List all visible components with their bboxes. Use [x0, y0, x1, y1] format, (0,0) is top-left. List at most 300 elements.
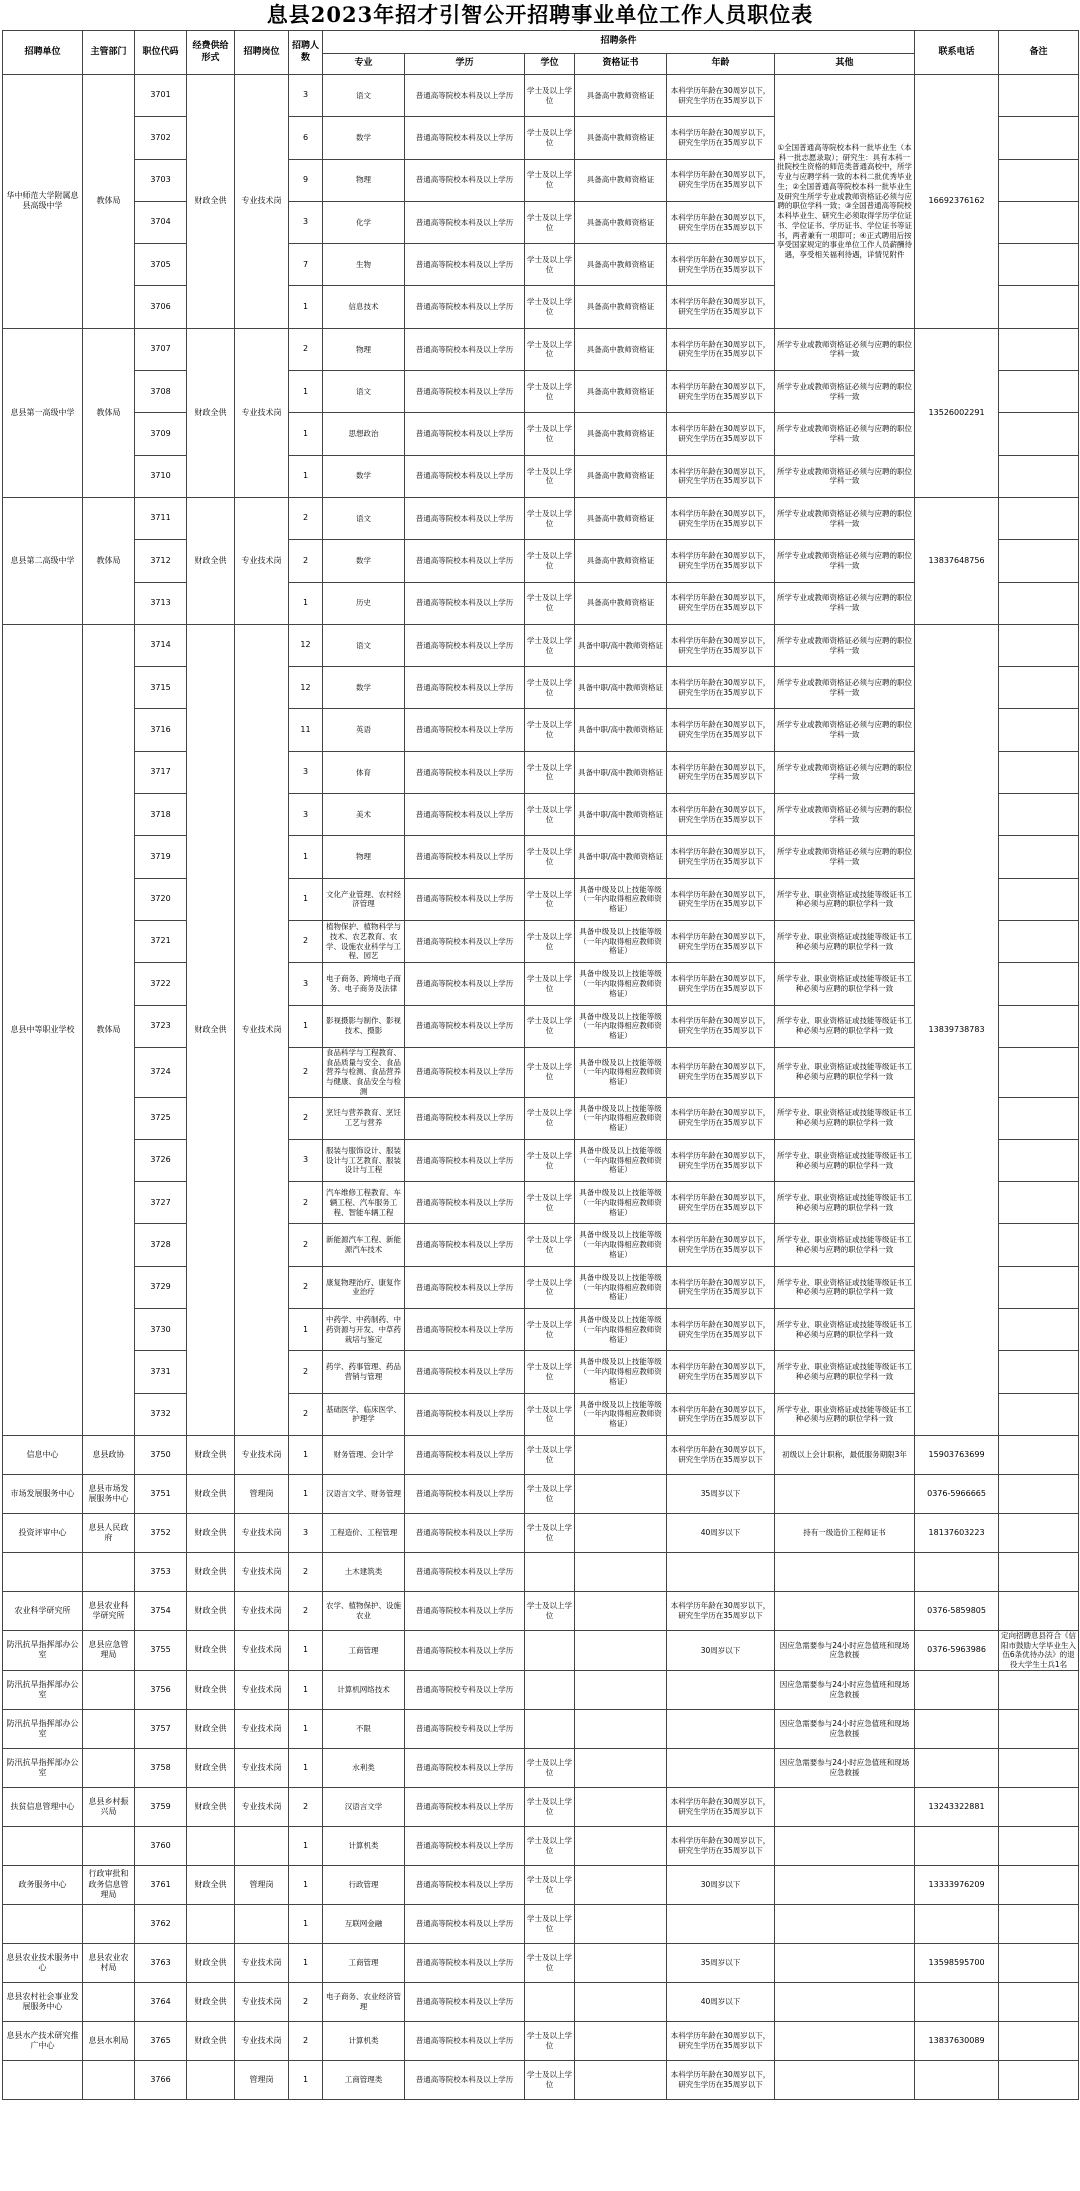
cert-cell: 具备高中教师资格证	[575, 201, 667, 243]
cert-cell: 具备中级及以上技能等级（一年内取得相应教师资格证）	[575, 1139, 667, 1181]
cert-cell: 具备中职/高中教师资格证	[575, 624, 667, 666]
code-cell: 3709	[135, 413, 187, 455]
code-cell: 3755	[135, 1630, 187, 1670]
post-cell: 专业技术岗	[235, 1630, 289, 1670]
post-cell: 专业技术岗	[235, 1787, 289, 1826]
remark-cell	[999, 963, 1079, 1005]
edu-cell: 普通高等院校本科及以上学历	[405, 1182, 525, 1224]
count-cell: 1	[289, 286, 323, 328]
other-cell: 因应急需要参与24小时应急值班和现场应急救援	[775, 1709, 915, 1748]
count-cell: 1	[289, 1630, 323, 1670]
header-code: 职位代码	[135, 31, 187, 75]
other-cell	[775, 2060, 915, 2099]
remark-cell	[999, 201, 1079, 243]
degree-cell: 学士及以上学位	[525, 1826, 575, 1865]
age-cell: 30周岁以下	[667, 1865, 775, 1904]
phone-cell: 13837648756	[915, 497, 999, 624]
cert-cell: 具备中级及以上技能等级（一年内取得相应教师资格证）	[575, 1047, 667, 1097]
age-cell: 本科学历年龄在30周岁以下，研究生学历在35周岁以下	[667, 540, 775, 582]
edu-cell: 普通高等院校本科及以上学历	[405, 2021, 525, 2060]
remark-cell	[999, 1139, 1079, 1181]
phone-cell: 16692376162	[915, 75, 999, 329]
other-cell: 所学专业或教师资格证必须与应聘的职位学科一致	[775, 497, 915, 539]
code-cell: 3703	[135, 159, 187, 201]
age-cell	[667, 1904, 775, 1943]
edu-cell: 普通高等院校本科及以上学历	[405, 1393, 525, 1435]
count-cell: 1	[289, 371, 323, 413]
cert-cell: 具备高中教师资格证	[575, 371, 667, 413]
funding-cell: 财政全供	[187, 1709, 235, 1748]
other-cell: 所学专业、职业资格证或技能等级证书工种必须与应聘的职位学科一致	[775, 1182, 915, 1224]
remark-cell	[999, 1552, 1079, 1591]
edu-cell: 普通高等院校本科及以上学历	[405, 1513, 525, 1552]
phone-cell: 13598595700	[915, 1943, 999, 1982]
remark-cell	[999, 1670, 1079, 1709]
code-cell: 3714	[135, 624, 187, 666]
age-cell: 本科学历年龄在30周岁以下，研究生学历在35周岁以下	[667, 1266, 775, 1308]
code-cell: 3713	[135, 582, 187, 624]
cert-cell: 具备中级及以上技能等级（一年内取得相应教师资格证）	[575, 878, 667, 920]
degree-cell: 学士及以上学位	[525, 244, 575, 286]
remark-cell	[999, 582, 1079, 624]
dept-cell	[83, 2060, 135, 2099]
age-cell: 本科学历年龄在30周岁以下，研究生学历在35周岁以下	[667, 1182, 775, 1224]
cert-cell: 具备中级及以上技能等级（一年内取得相应教师资格证）	[575, 1224, 667, 1266]
other-cell	[775, 1943, 915, 1982]
code-cell: 3715	[135, 667, 187, 709]
age-cell	[667, 1670, 775, 1709]
cert-cell: 具备高中教师资格证	[575, 244, 667, 286]
cert-cell	[575, 1787, 667, 1826]
degree-cell: 学士及以上学位	[525, 1591, 575, 1630]
unit-cell: 息县水产技术研究推广中心	[3, 2021, 83, 2060]
degree-cell: 学士及以上学位	[525, 497, 575, 539]
dept-cell: 行政审批和政务信息管理局	[83, 1865, 135, 1904]
table-row	[3, 1474, 1079, 1513]
count-cell: 1	[289, 1309, 323, 1351]
funding-cell: 财政全供	[187, 1513, 235, 1552]
age-cell: 本科学历年龄在30周岁以下，研究生学历在35周岁以下	[667, 1224, 775, 1266]
remark-cell	[999, 1097, 1079, 1139]
age-cell: 本科学历年龄在30周岁以下，研究生学历在35周岁以下	[667, 920, 775, 962]
header-edu: 学历	[405, 54, 525, 75]
remark-cell	[999, 836, 1079, 878]
count-cell: 1	[289, 1865, 323, 1904]
table-row	[3, 1513, 1079, 1552]
code-cell: 3727	[135, 1182, 187, 1224]
edu-cell: 普通高等院校本科及以上学历	[405, 371, 525, 413]
cert-cell: 具备中职/高中教师资格证	[575, 836, 667, 878]
header-cert: 资格证书	[575, 54, 667, 75]
table-row	[3, 2021, 1079, 2060]
count-cell: 1	[289, 878, 323, 920]
cert-cell	[575, 2021, 667, 2060]
phone-cell: 18137603223	[915, 1513, 999, 1552]
code-cell: 3726	[135, 1139, 187, 1181]
other-cell: 所学专业或教师资格证必须与应聘的职位学科一致	[775, 709, 915, 751]
post-cell: 专业技术岗	[235, 1435, 289, 1474]
degree-cell: 学士及以上学位	[525, 709, 575, 751]
code-cell: 3719	[135, 836, 187, 878]
major-cell: 烹饪与营养教育、烹饪工艺与营养	[323, 1097, 405, 1139]
edu-cell: 普通高等院校本科及以上学历	[405, 286, 525, 328]
degree-cell: 学士及以上学位	[525, 413, 575, 455]
count-cell: 1	[289, 1005, 323, 1047]
funding-cell: 财政全供	[187, 328, 235, 497]
count-cell: 1	[289, 1670, 323, 1709]
age-cell: 本科学历年龄在30周岁以下，研究生学历在35周岁以下	[667, 2060, 775, 2099]
remark-cell	[999, 1224, 1079, 1266]
code-cell: 3718	[135, 794, 187, 836]
other-cell	[775, 1474, 915, 1513]
age-cell: 本科学历年龄在30周岁以下，研究生学历在35周岁以下	[667, 1005, 775, 1047]
degree-cell: 学士及以上学位	[525, 201, 575, 243]
other-cell: 所学专业、职业资格证或技能等级证书工种必须与应聘的职位学科一致	[775, 1047, 915, 1097]
post-cell: 专业技术岗	[235, 1552, 289, 1591]
dept-cell	[83, 1670, 135, 1709]
degree-cell: 学士及以上学位	[525, 1224, 575, 1266]
code-cell: 3754	[135, 1591, 187, 1630]
post-cell: 专业技术岗	[235, 497, 289, 624]
unit-cell: 市场发展服务中心	[3, 1474, 83, 1513]
degree-cell: 学士及以上学位	[525, 159, 575, 201]
post-cell: 管理岗	[235, 1474, 289, 1513]
edu-cell: 普通高等院校本科及以上学历	[405, 75, 525, 117]
count-cell: 1	[289, 1748, 323, 1787]
age-cell: 本科学历年龄在30周岁以下，研究生学历在35周岁以下	[667, 497, 775, 539]
degree-cell: 学士及以上学位	[525, 2060, 575, 2099]
phone-cell: 0376-5859805	[915, 1591, 999, 1630]
remark-cell	[999, 751, 1079, 793]
count-cell: 3	[289, 751, 323, 793]
remark-cell	[999, 624, 1079, 666]
remark-cell	[999, 455, 1079, 497]
edu-cell: 普通高等院校本科及以上学历	[405, 2060, 525, 2099]
funding-cell: 财政全供	[187, 1865, 235, 1904]
other-cell: 所学专业或教师资格证必须与应聘的职位学科一致	[775, 794, 915, 836]
degree-cell: 学士及以上学位	[525, 75, 575, 117]
degree-cell: 学士及以上学位	[525, 455, 575, 497]
remark-cell	[999, 878, 1079, 920]
dept-cell: 教体局	[83, 624, 135, 1435]
count-cell: 3	[289, 963, 323, 1005]
code-cell: 3763	[135, 1943, 187, 1982]
cert-cell: 具备高中教师资格证	[575, 75, 667, 117]
degree-cell: 学士及以上学位	[525, 1904, 575, 1943]
other-cell: 因应急需要参与24小时应急值班和现场应急救援	[775, 1630, 915, 1670]
post-cell: 管理岗	[235, 1865, 289, 1904]
funding-cell: 财政全供	[187, 1943, 235, 1982]
age-cell: 本科学历年龄在30周岁以下，研究生学历在35周岁以下	[667, 1097, 775, 1139]
dept-cell	[83, 1826, 135, 1865]
post-cell: 专业技术岗	[235, 1670, 289, 1709]
other-cell: 所学专业或教师资格证必须与应聘的职位学科一致	[775, 413, 915, 455]
jobs-table	[2, 30, 1079, 2100]
code-cell: 3720	[135, 878, 187, 920]
code-cell: 3730	[135, 1309, 187, 1351]
funding-cell: 财政全供	[187, 1630, 235, 1670]
degree-cell: 学士及以上学位	[525, 624, 575, 666]
degree-cell: 学士及以上学位	[525, 667, 575, 709]
count-cell: 3	[289, 201, 323, 243]
unit-cell: 政务服务中心	[3, 1865, 83, 1904]
dept-cell: 息县政协	[83, 1435, 135, 1474]
code-cell: 3758	[135, 1748, 187, 1787]
count-cell: 2	[289, 1097, 323, 1139]
code-cell: 3717	[135, 751, 187, 793]
degree-cell: 学士及以上学位	[525, 1005, 575, 1047]
edu-cell: 普通高等院校本科及以上学历	[405, 1748, 525, 1787]
count-cell: 7	[289, 244, 323, 286]
header-other: 其他	[775, 54, 915, 75]
age-cell: 本科学历年龄在30周岁以下，研究生学历在35周岁以下	[667, 624, 775, 666]
age-cell: 本科学历年龄在30周岁以下，研究生学历在35周岁以下	[667, 709, 775, 751]
count-cell: 2	[289, 1224, 323, 1266]
table-row	[3, 2060, 1079, 2099]
cert-cell	[575, 1826, 667, 1865]
header-post: 招聘岗位	[235, 31, 289, 75]
header-unit: 招聘单位	[3, 31, 83, 75]
major-cell: 数学	[323, 667, 405, 709]
major-cell: 语文	[323, 371, 405, 413]
table-row	[3, 75, 1079, 117]
remark-cell	[999, 1351, 1079, 1393]
other-cell: 所学专业或教师资格证必须与应聘的职位学科一致	[775, 836, 915, 878]
count-cell: 2	[289, 1266, 323, 1308]
degree-cell: 学士及以上学位	[525, 1943, 575, 1982]
edu-cell: 普通高等院校本科及以上学历	[405, 1826, 525, 1865]
edu-cell: 普通高等院校本科及以上学历	[405, 1630, 525, 1670]
remark-cell	[999, 1393, 1079, 1435]
funding-cell: 财政全供	[187, 624, 235, 1435]
cert-cell: 具备中职/高中教师资格证	[575, 794, 667, 836]
other-cell	[775, 1552, 915, 1591]
major-cell: 农学、植物保护、设施农业	[323, 1591, 405, 1630]
cert-cell: 具备中级及以上技能等级（一年内取得相应教师资格证）	[575, 1309, 667, 1351]
other-cell: 所学专业、职业资格证或技能等级证书工种必须与应聘的职位学科一致	[775, 920, 915, 962]
funding-cell: 财政全供	[187, 75, 235, 329]
major-cell: 汽车维修工程教育、车辆工程、汽车服务工程、智能车辆工程	[323, 1182, 405, 1224]
degree-cell: 学士及以上学位	[525, 1474, 575, 1513]
count-cell: 6	[289, 117, 323, 159]
major-cell: 电子商务、农业经济管理	[323, 1982, 405, 2021]
post-cell	[235, 1826, 289, 1865]
age-cell: 本科学历年龄在30周岁以下，研究生学历在35周岁以下	[667, 582, 775, 624]
edu-cell: 普通高等院校本科及以上学历	[405, 920, 525, 962]
major-cell: 数学	[323, 117, 405, 159]
phone-cell	[915, 1982, 999, 2021]
cert-cell: 具备高中教师资格证	[575, 328, 667, 370]
code-cell: 3732	[135, 1393, 187, 1435]
other-cell	[775, 1826, 915, 1865]
cert-cell	[575, 1591, 667, 1630]
age-cell: 本科学历年龄在30周岁以下，研究生学历在35周岁以下	[667, 1393, 775, 1435]
cert-cell: 具备中职/高中教师资格证	[575, 709, 667, 751]
remark-cell	[999, 328, 1079, 370]
table-body	[3, 75, 1079, 2100]
code-cell: 3729	[135, 1266, 187, 1308]
code-cell: 3728	[135, 1224, 187, 1266]
remark-cell	[999, 709, 1079, 751]
age-cell: 本科学历年龄在30周岁以下，研究生学历在35周岁以下	[667, 751, 775, 793]
age-cell: 本科学历年龄在30周岁以下，研究生学历在35周岁以下	[667, 371, 775, 413]
other-cell: 所学专业、职业资格证或技能等级证书工种必须与应聘的职位学科一致	[775, 1266, 915, 1308]
unit-cell: 息县中等职业学校	[3, 624, 83, 1435]
table-row	[3, 1826, 1079, 1865]
major-cell: 水利类	[323, 1748, 405, 1787]
count-cell: 1	[289, 1904, 323, 1943]
cert-cell: 具备中级及以上技能等级（一年内取得相应教师资格证）	[575, 963, 667, 1005]
count-cell: 1	[289, 413, 323, 455]
edu-cell: 普通高等院校本科及以上学历	[405, 1005, 525, 1047]
remark-cell: 定向招聘息县符合《信阳市鼓励大学毕业生入伍6条优待办法》的退役大学生士兵1名	[999, 1630, 1079, 1670]
count-cell: 3	[289, 75, 323, 117]
major-cell: 物理	[323, 836, 405, 878]
major-cell: 植物保护、植物科学与技术、农艺教育、农学、设施农业科学与工程、园艺	[323, 920, 405, 962]
cert-cell	[575, 1552, 667, 1591]
unit-cell	[3, 1552, 83, 1591]
code-cell: 3760	[135, 1826, 187, 1865]
funding-cell: 财政全供	[187, 1670, 235, 1709]
major-cell: 数学	[323, 455, 405, 497]
dept-cell	[83, 1904, 135, 1943]
phone-cell	[915, 1826, 999, 1865]
other-cell: 所学专业或教师资格证必须与应聘的职位学科一致	[775, 328, 915, 370]
degree-cell: 学士及以上学位	[525, 371, 575, 413]
edu-cell: 普通高等院校本科及以上学历	[405, 794, 525, 836]
major-cell: 汉语言文学	[323, 1787, 405, 1826]
edu-cell: 普通高等院校本科及以上学历	[405, 455, 525, 497]
count-cell: 1	[289, 2060, 323, 2099]
degree-cell: 学士及以上学位	[525, 2021, 575, 2060]
table-row	[3, 1904, 1079, 1943]
dept-cell: 息县人民政府	[83, 1513, 135, 1552]
count-cell: 2	[289, 1552, 323, 1591]
phone-cell: 15903763699	[915, 1435, 999, 1474]
phone-cell	[915, 1904, 999, 1943]
table-row	[3, 1630, 1079, 1670]
phone-cell: 13243322881	[915, 1787, 999, 1826]
major-cell: 食品科学与工程教育、食品质量与安全、食品营养与检测、食品营养与健康、食品安全与检测	[323, 1047, 405, 1097]
major-cell: 语文	[323, 624, 405, 666]
remark-cell	[999, 1182, 1079, 1224]
degree-cell	[525, 1630, 575, 1670]
unit-cell: 扶贫信息管理中心	[3, 1787, 83, 1826]
major-cell: 中药学、中药制药、中药资源与开发、中草药栽培与鉴定	[323, 1309, 405, 1351]
post-cell: 专业技术岗	[235, 75, 289, 329]
count-cell: 2	[289, 1982, 323, 2021]
degree-cell: 学士及以上学位	[525, 1266, 575, 1308]
code-cell: 3752	[135, 1513, 187, 1552]
other-cell: 所学专业或教师资格证必须与应聘的职位学科一致	[775, 751, 915, 793]
page-title: 息县2023年招才引智公开招聘事业单位工作人员职位表	[266, 2, 814, 27]
other-cell: 所学专业或教师资格证必须与应聘的职位学科一致	[775, 455, 915, 497]
degree-cell: 学士及以上学位	[525, 286, 575, 328]
phone-cell: 13837630089	[915, 2021, 999, 2060]
cert-cell: 具备中级及以上技能等级（一年内取得相应教师资格证）	[575, 1182, 667, 1224]
code-cell: 3725	[135, 1097, 187, 1139]
remark-cell	[999, 75, 1079, 117]
major-cell: 汉语言文学、财务管理	[323, 1474, 405, 1513]
degree-cell: 学士及以上学位	[525, 920, 575, 962]
dept-cell: 教体局	[83, 497, 135, 624]
degree-cell: 学士及以上学位	[525, 1139, 575, 1181]
other-cell: 所学专业或教师资格证必须与应聘的职位学科一致	[775, 540, 915, 582]
remark-cell	[999, 1047, 1079, 1097]
dept-cell: 息县农业科学研究所	[83, 1591, 135, 1630]
remark-cell	[999, 1904, 1079, 1943]
age-cell: 本科学历年龄在30周岁以下，研究生学历在35周岁以下	[667, 1787, 775, 1826]
major-cell: 康复物理治疗、康复作业治疗	[323, 1266, 405, 1308]
phone-cell: 13839738783	[915, 624, 999, 1435]
cert-cell: 具备高中教师资格证	[575, 159, 667, 201]
cert-cell: 具备中级及以上技能等级（一年内取得相应教师资格证）	[575, 1005, 667, 1047]
degree-cell: 学士及以上学位	[525, 963, 575, 1005]
other-cell: 所学专业或教师资格证必须与应聘的职位学科一致	[775, 667, 915, 709]
remark-cell	[999, 1865, 1079, 1904]
code-cell: 3702	[135, 117, 187, 159]
cert-cell: 具备中职/高中教师资格证	[575, 751, 667, 793]
unit-cell: 息县农村社会事业发展服务中心	[3, 1982, 83, 2021]
dept-cell: 教体局	[83, 75, 135, 329]
code-cell: 3757	[135, 1709, 187, 1748]
other-cell: 所学专业、职业资格证或技能等级证书工种必须与应聘的职位学科一致	[775, 1139, 915, 1181]
major-cell: 财务管理、会计学	[323, 1435, 405, 1474]
cert-cell: 具备高中教师资格证	[575, 286, 667, 328]
phone-cell: 13526002291	[915, 328, 999, 497]
other-cell: 所学专业、职业资格证或技能等级证书工种必须与应聘的职位学科一致	[775, 1224, 915, 1266]
edu-cell: 普通高等院校本科及以上学历	[405, 117, 525, 159]
remark-cell	[999, 2021, 1079, 2060]
major-cell: 不限	[323, 1709, 405, 1748]
degree-cell: 学士及以上学位	[525, 1513, 575, 1552]
major-cell: 药学、药事管理、药品营销与管理	[323, 1351, 405, 1393]
cert-cell: 具备中级及以上技能等级（一年内取得相应教师资格证）	[575, 1097, 667, 1139]
edu-cell: 普通高等院校本科及以上学历	[405, 582, 525, 624]
age-cell: 35周岁以下	[667, 1943, 775, 1982]
edu-cell: 普通高等院校本科及以上学历	[405, 1351, 525, 1393]
edu-cell: 普通高等院校本科及以上学历	[405, 201, 525, 243]
post-cell: 专业技术岗	[235, 1709, 289, 1748]
count-cell: 1	[289, 1435, 323, 1474]
code-cell: 3751	[135, 1474, 187, 1513]
major-cell: 化学	[323, 201, 405, 243]
remark-cell	[999, 371, 1079, 413]
remark-cell	[999, 497, 1079, 539]
funding-cell	[187, 2060, 235, 2099]
count-cell: 2	[289, 920, 323, 962]
degree-cell: 学士及以上学位	[525, 1351, 575, 1393]
post-cell	[235, 1904, 289, 1943]
degree-cell: 学士及以上学位	[525, 1182, 575, 1224]
dept-cell: 息县农业农村局	[83, 1943, 135, 1982]
age-cell: 本科学历年龄在30周岁以下，研究生学历在35周岁以下	[667, 963, 775, 1005]
degree-cell: 学士及以上学位	[525, 1435, 575, 1474]
other-cell: 所学专业、职业资格证或技能等级证书工种必须与应聘的职位学科一致	[775, 1393, 915, 1435]
dept-cell: 息县乡村振兴局	[83, 1787, 135, 1826]
unit-cell: 防汛抗旱指挥部办公室	[3, 1670, 83, 1709]
edu-cell: 普通高等院校本科及以上学历	[405, 836, 525, 878]
count-cell: 2	[289, 1351, 323, 1393]
major-cell: 思想政治	[323, 413, 405, 455]
unit-cell: 息县农业技术服务中心	[3, 1943, 83, 1982]
remark-cell	[999, 1309, 1079, 1351]
cert-cell: 具备中级及以上技能等级（一年内取得相应教师资格证）	[575, 1393, 667, 1435]
degree-cell: 学士及以上学位	[525, 1865, 575, 1904]
count-cell: 2	[289, 1047, 323, 1097]
cert-cell	[575, 1630, 667, 1670]
edu-cell: 普通高等院校本科及以上学历	[405, 497, 525, 539]
